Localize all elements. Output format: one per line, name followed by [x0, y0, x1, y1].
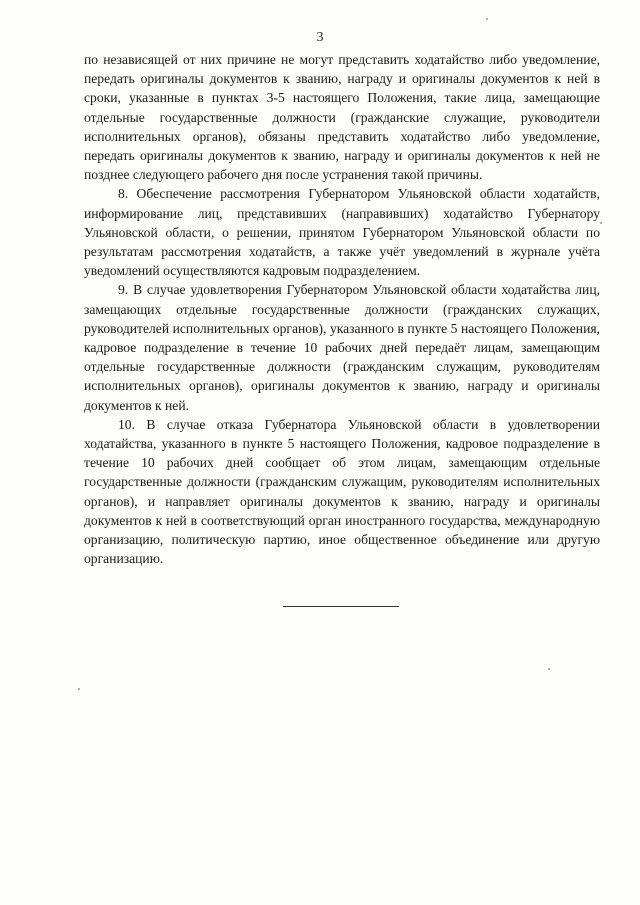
scan-speck: [78, 688, 80, 690]
paragraph-8: 8. Обеспечение рассмотрения Губернатором Ульяновской области ходатайств, информирование лиц, представивших (направивших) ходатайство Губернатору Ульяновской области, о решении, принятом Губернатором Ульяновской области по результатам рассмотрения ходатайств, а также учёт уведомлений в журнале учёта уведомлений осуществляются кадровым подразделением.: [84, 186, 600, 279]
paragraph-continuation: по независящей от них причине не могут представить ходатайство либо уведомление, передать оригиналы документов к званию, награду и оригиналы документов к ней в сроки, указанные в пунктах 3-5 настоящего Положения, такие лица, замещающие отдельные государственные должности (гражданские служащие, руководители исполнительных органов), обязаны представить ходатайство либо уведомление, передать оригиналы документов к званию, награду и оригиналы документов к ней не позднее следующего рабочего дня после устранения такой причины.: [84, 52, 600, 183]
scan-speck: [486, 18, 488, 20]
paragraph-10: 10. В случае отказа Губернатора Ульяновской области в удовлетворении ходатайства, указанного в пункте 5 настоящего Положения, кадровое подразделение в течение 10 рабочих дней сообщает об этом лицам, замещающим отдельные государственные должности (гражданским служащим, руководителям исполнительных органов), и направляет оригиналы документов к званию, награду и оригиналы документов к ней в соответствующий орган иностранного государства, международную организацию, политическую партию, иное общественное объединение или другую организацию.: [84, 416, 600, 567]
page-number: 3: [316, 30, 324, 45]
end-separator-line: [283, 606, 399, 607]
document-body: [84, 50, 600, 568]
scan-speck: [600, 222, 602, 224]
scan-speck: [548, 668, 550, 670]
paragraph-9: 9. В случае удовлетворения Губернатором Ульяновской области ходатайства лиц, замещающих отдельные государственные должности (гражданских служащих, руководителей исполнительных органов), указанного в пункте 5 настоящего Положения, кадровое подразделение в течение 10 рабочих дней передаёт лицам, замещающим отдельные государственные должности (гражданским служащим, руководителям исполнительных органов), оригиналы документов к званию, награду и оригиналы документов к ней.: [84, 282, 600, 413]
